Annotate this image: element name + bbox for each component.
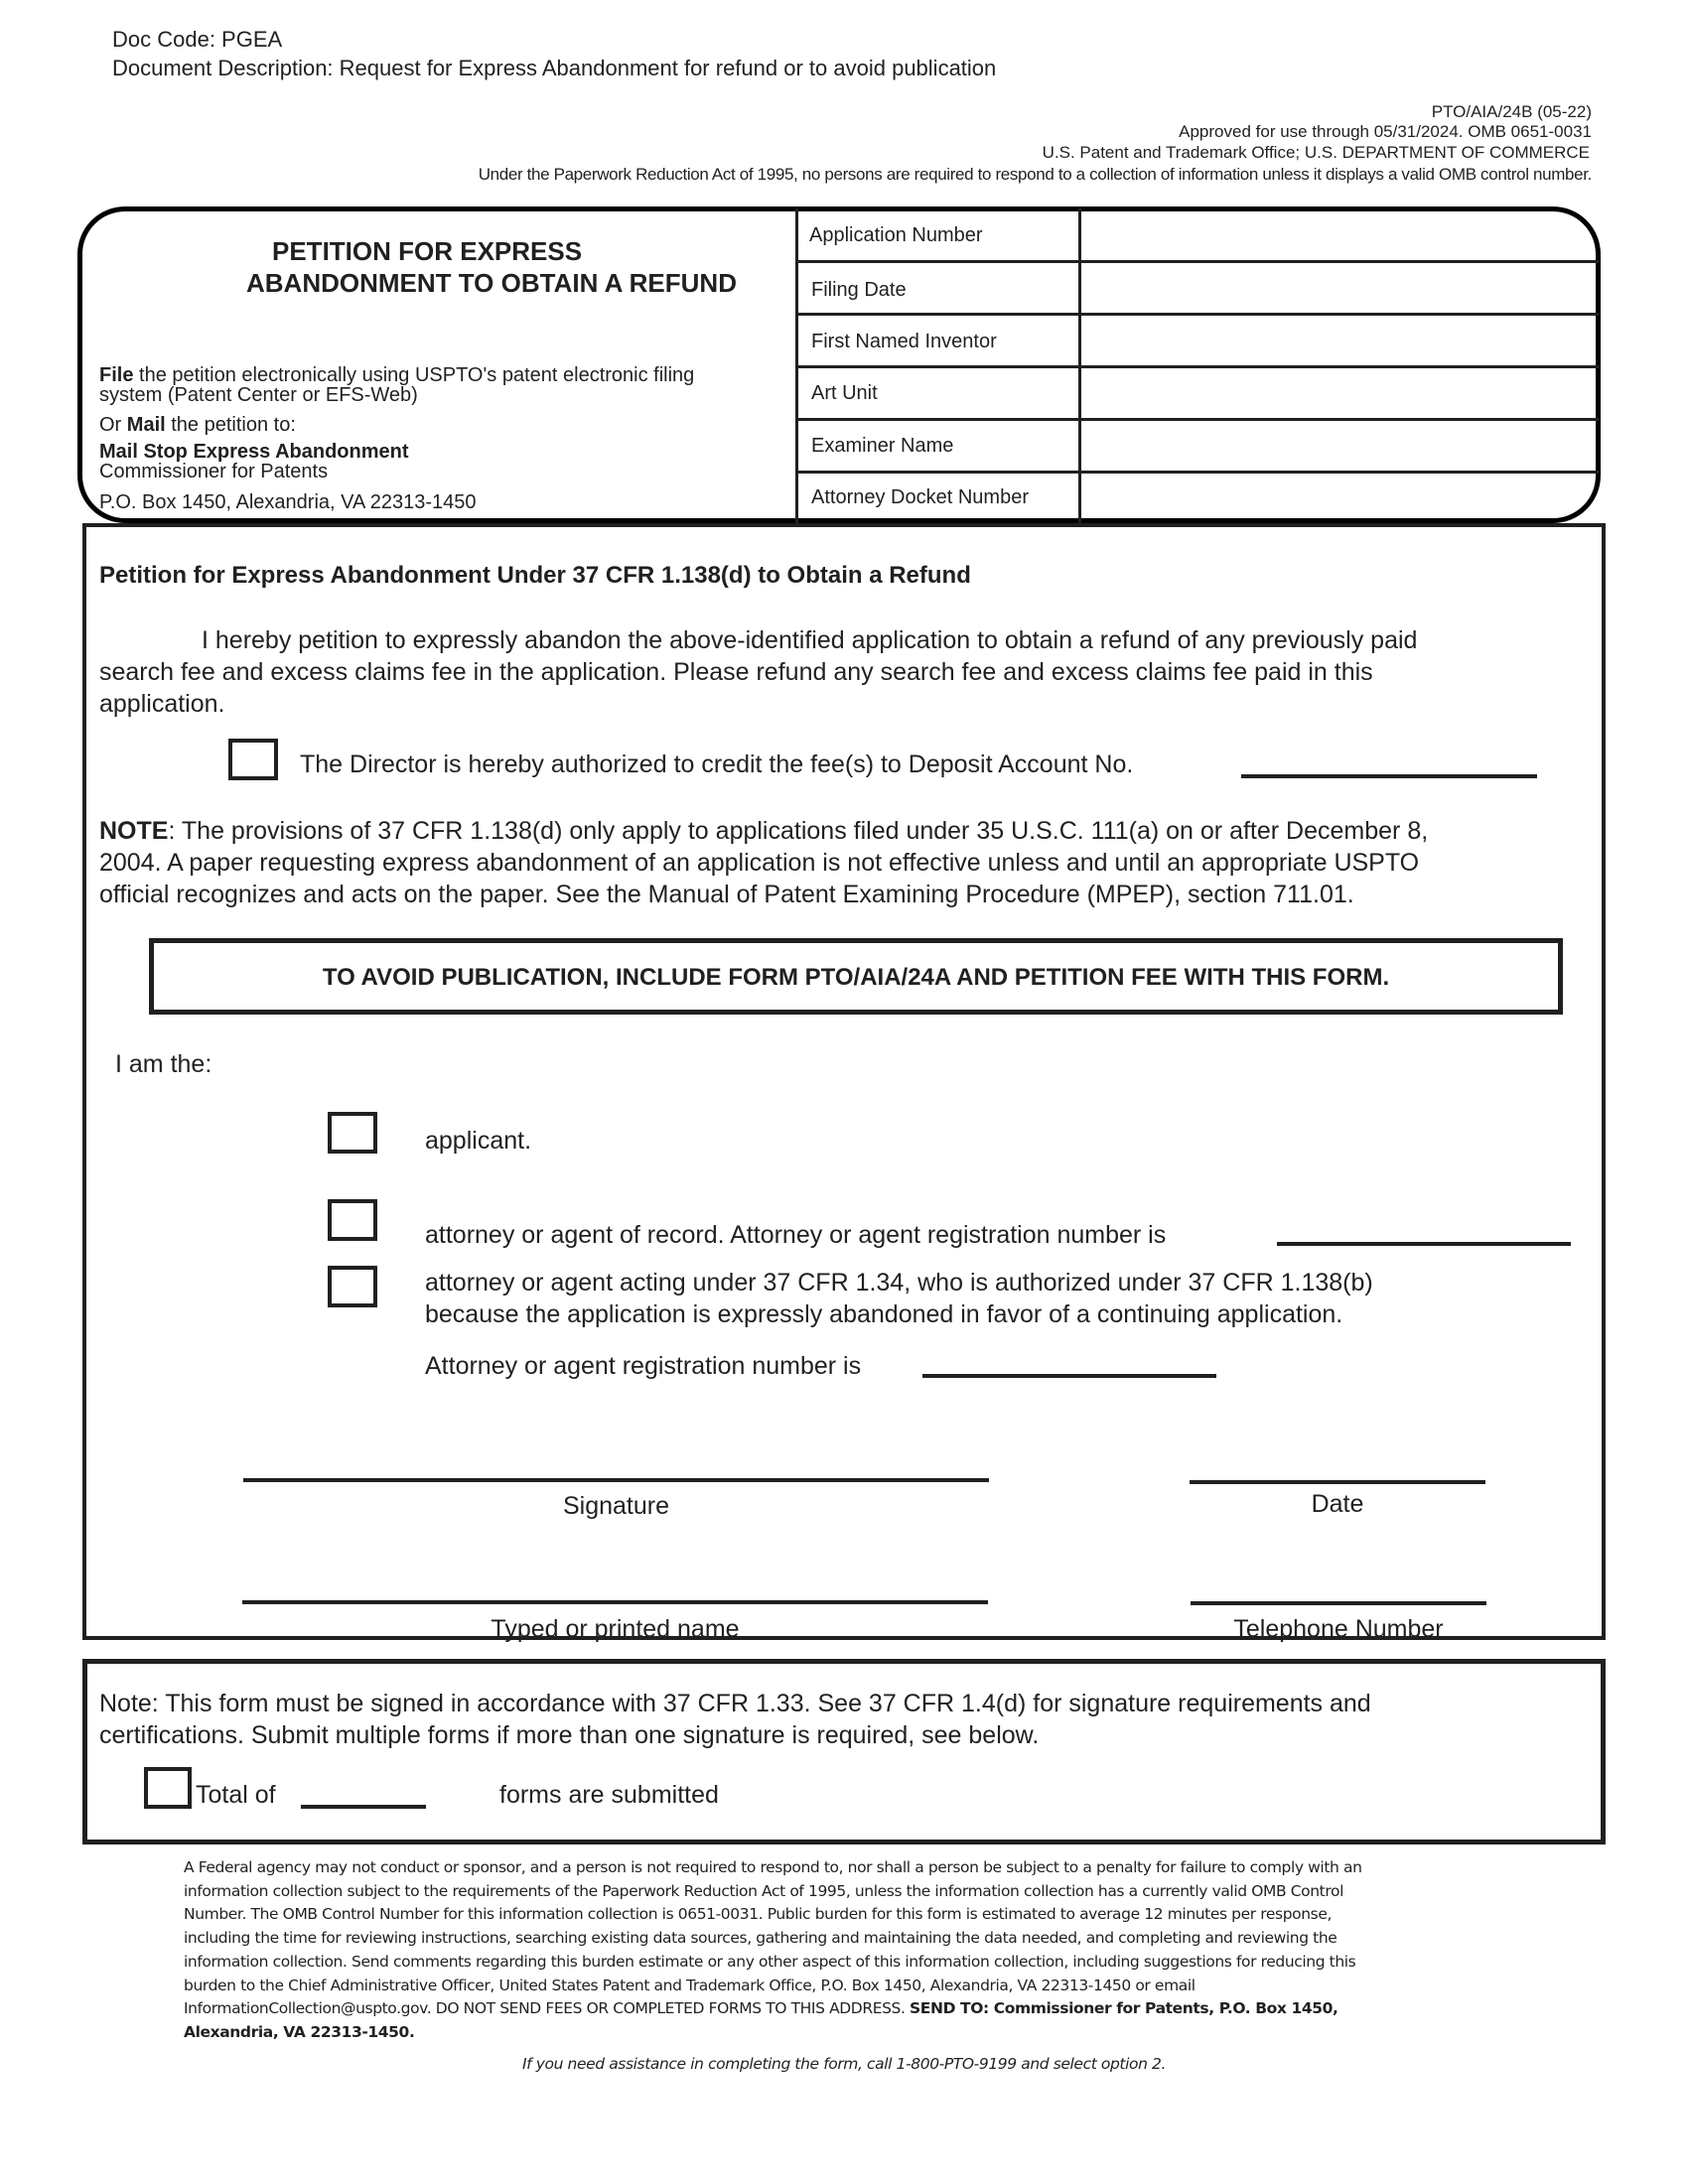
total-forms-field[interactable] [301,1777,426,1805]
omb-approval: Approved for use through 05/31/2024. OMB 0651-0031 [1179,122,1592,141]
examiner-name-label: Examiner Name [811,435,954,457]
burden-statement: A Federal agency may not conduct or sponsor, and a person is not required to respond to, nor shall a person be subject to a penalty for failure to comply with an information collection subject to the requirements of the Paperwork Reduction Act of 1995, unless the information collection has a currently valid OMB Control Number. The OMB Control Number for this information collection is 0651-0031. Public burden for this form is estimated to average 12 minutes per response, including the time for reviewing instructions, searching existing data sources, gathering and maintaining the data needed, and completing and reviewing the information collection. Send comments regarding this burden estimate or any other aspect of this information collection, including suggestions for reducing this burden to the Chief Administrative Officer, United States Patent and Trademark Office, P.O. Box 1450, Alexandria, VA 22313-1450 or email InformationCollection@uspto.gov. DO NOT SEND FEES OR COMPLETED FORMS TO THIS ADDRESS. SEND TO: Commissioner for Patents, P.O. Box 1450, Alexandria, VA 22313-1450. [184,1858,1362,2041]
deposit-account-underline [1241,774,1537,778]
agency-line: U.S. Patent and Trademark Office; U.S. DEPARTMENT OF COMMERCE [1042,143,1590,162]
i-am-label: I am the: [115,1050,212,1078]
attorney-docket-number-label: Attorney Docket Number [811,486,1029,508]
art-unit-field[interactable] [1084,370,1591,416]
send-to-address: SEND TO: Commissioner for Patents, P.O. Box 1450, [910,1999,1338,2018]
total-forms-suffix: forms are submitted [499,1781,719,1809]
signature-field[interactable] [243,1430,989,1477]
note-line1: NOTE: The provisions of 37 CFR 1.138(d) only apply to applications filed under 35 U.S.C. 111(a) on or after December 8, [99,817,1429,845]
paperwork-notice: Under the Paperwork Reduction Act of 1995, no persons are required to respond to a collection of information unless it displays a valid OMB control number. [478,165,1592,184]
assistance-note: If you need assistance in completing the form, call 1-800-PTO-9199 and select option 2. [521,2055,1167,2073]
attorney-of-record-reg-underline [1277,1242,1571,1246]
note-line2: 2004. A paper requesting express abandonment of an application is not effective unless and until an appropriate USPTO [99,849,1420,877]
petition-body-line3: application. [99,690,225,718]
attorney-acting-reg-underline [922,1374,1216,1378]
total-forms-checkbox[interactable] [144,1767,192,1809]
attorney-of-record-reg-field[interactable] [1277,1213,1571,1242]
deposit-account-checkbox[interactable] [228,739,278,780]
file-bold: File [99,364,134,386]
petition-body-line2: search fee and excess claims fee in the application. Please refund any search fee and excess claims fee paid in this [99,658,1373,686]
form-title-line1: PETITION FOR EXPRESS [272,236,583,266]
mail-instruction: Or Mail the petition to: [99,414,296,436]
form-title-line2: ABANDONMENT TO OBTAIN A REFUND [246,268,737,298]
petition-heading: Petition for Express Abandonment Under 37 CFR 1.138(d) to Obtain a Refund [99,562,971,589]
printed-name-line [242,1600,988,1604]
signing-note-line1: Note: This form must be signed in accordance with 37 CFR 1.33. See 37 CFR 1.4(d) for signature requirements and [99,1690,1371,1717]
mail-stop: Mail Stop Express Abandonment [99,441,409,463]
file-instruction-2: system (Patent Center or EFS-Web) [99,384,418,406]
signing-note-box [82,1659,1606,1844]
note-line3: official recognizes and acts on the paper. See the Manual of Patent Examining Procedure (MPEP), section 711.01. [99,881,1354,908]
file-instruction: File the petition electronically using USPTO's patent electronic filing [99,364,695,386]
total-forms-prefix: Total of [196,1781,276,1809]
application-number-field[interactable] [1084,212,1581,258]
petition-body-line1: I hereby petition to expressly abandon the above-identified application to obtain a refund of any previously paid [202,626,1418,654]
attorney-docket-number-field[interactable] [1084,476,1581,519]
total-forms-underline [301,1805,426,1809]
applicant-label: applicant. [425,1127,532,1155]
attorney-acting-checkbox[interactable] [328,1266,377,1307]
publication-banner: TO AVOID PUBLICATION, INCLUDE FORM PTO/AIA/24A AND PETITION FEE WITH THIS FORM. [322,964,1390,991]
deposit-account-field[interactable] [1241,747,1537,774]
doc-code: Doc Code: PGEA [112,27,283,52]
telephone-field[interactable] [1191,1553,1486,1600]
art-unit-label: Art Unit [811,382,878,404]
date-field[interactable] [1190,1432,1485,1479]
doc-description: Document Description: Request for Express Abandonment for refund or to avoid publication [112,56,997,80]
deposit-account-label: The Director is hereby authorized to credit the fee(s) to Deposit Account No. [300,751,1134,778]
first-named-inventor-field[interactable] [1084,318,1591,363]
examiner-name-field[interactable] [1084,423,1591,469]
attorney-of-record-label: attorney or agent of record. Attorney or agent registration number is [425,1221,1167,1249]
date-label: Date [1311,1490,1364,1518]
date-line [1190,1480,1485,1484]
attorney-acting-label-line2: because the application is expressly abandoned in favor of a continuing application. [425,1300,1343,1328]
commissioner: Commissioner for Patents [99,461,329,482]
application-number-label: Application Number [809,224,983,246]
mail-address: P.O. Box 1450, Alexandria, VA 22313-1450 [99,491,477,513]
attorney-acting-label-line1: attorney or agent acting under 37 CFR 1.34, who is authorized under 37 CFR 1.138(b) [425,1269,1373,1297]
filing-date-field[interactable] [1084,265,1591,311]
attorney-acting-reg-label: Attorney or agent registration number is [425,1352,862,1380]
signing-note-line2: certifications. Submit multiple forms if more than one signature is required, see below. [99,1721,1040,1749]
telephone-label: Telephone Number [1233,1615,1444,1643]
applicant-checkbox[interactable] [328,1112,377,1154]
printed-name-label: Typed or printed name [491,1615,740,1643]
first-named-inventor-label: First Named Inventor [811,331,997,352]
signature-line [243,1478,989,1482]
form-number: PTO/AIA/24B (05-22) [1431,102,1592,121]
telephone-line [1191,1601,1486,1605]
filing-date-label: Filing Date [811,279,907,301]
attorney-of-record-checkbox[interactable] [328,1199,377,1241]
printed-name-field[interactable] [242,1553,988,1600]
attorney-acting-reg-field[interactable] [922,1345,1216,1374]
signature-label: Signature [562,1492,670,1520]
